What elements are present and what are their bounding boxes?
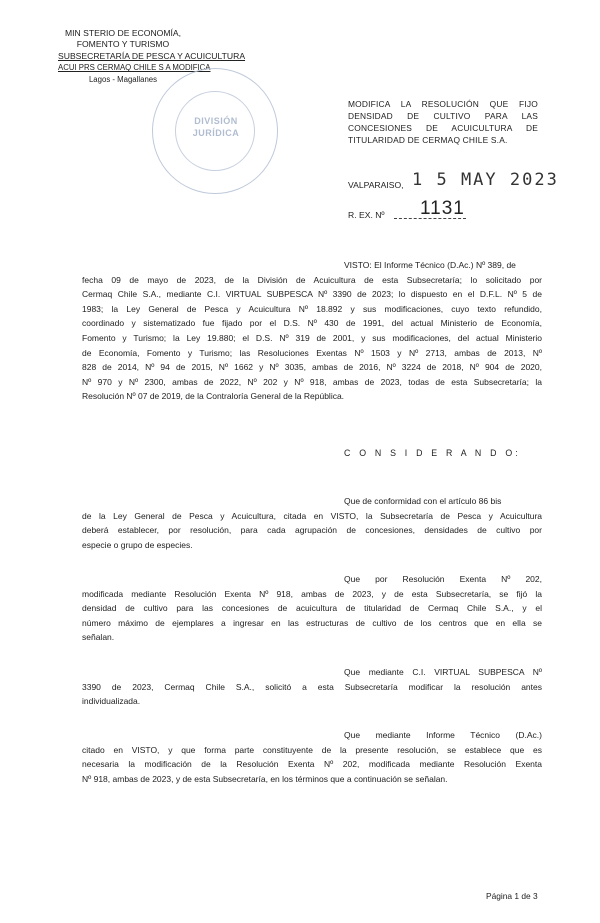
visto-line: 1983; la Ley General de Pesca y Acuicultura Nº 18.892 y sus modificaciones, cuyo texto refundido,	[82, 303, 542, 314]
page-number: Página 1 de 3	[486, 891, 538, 901]
considerando-paragraph-3	[82, 665, 542, 709]
date-stamp: 1 5 MAY 2023	[412, 170, 559, 190]
considerando-paragraph-1	[82, 494, 542, 552]
letterhead-ministry-2: FOMENTO Y TURISMO	[76, 39, 170, 50]
paragraph-line: señalan.	[82, 632, 115, 643]
subject-line: MODIFICA LA RESOLUCIÓN QUE FIJO	[348, 99, 538, 109]
visto-line: Resolución Nº 07 de 2019, de la Contraloría General de la República.	[82, 391, 345, 402]
letterhead-subsecretaria: SUBSECRETARÍA DE PESCA Y ACUICULTURA	[58, 50, 246, 61]
paragraph-line: 3390 de 2023, Cermaq Chile S.A., solicitó a esta Subsecretaría modificar la resolución antes	[82, 681, 542, 692]
paragraph-line: Nº 918, ambas de 2023, y de esta Subsecretaría, en los términos que a continuación se señalan.	[82, 773, 448, 784]
subject-line: CONCESIONES DE ACUICULTURA DE	[348, 123, 538, 133]
paragraph-line: Que por Resolución Exenta Nº 202,	[344, 574, 542, 584]
visto-line: 828 de 2014, Nº 94 de 2015, Nº 1662 y Nº 3035, ambas de 2016, Nº 3224 de 2018, Nº 904 de 2020,	[82, 362, 542, 373]
considerando-paragraph-2	[82, 572, 542, 645]
letterhead	[58, 28, 246, 85]
stamp-text-1: DIVISIÓN	[194, 116, 238, 126]
paragraph-line: Que mediante Informe Técnico (D.Ac.)	[344, 730, 542, 740]
paragraph-line: individualizada.	[82, 696, 141, 707]
place-label: VALPARAISO,	[348, 180, 404, 190]
visto-line: VISTO: El Informe Técnico (D.Ac.) Nº 389, de	[344, 260, 516, 270]
subject-line: TITULARIDAD DE CERMAQ CHILE S.A.	[348, 135, 508, 145]
visto-paragraph	[82, 258, 542, 404]
paragraph-line: Que mediante C.I. VIRTUAL SUBPESCA Nº	[344, 667, 542, 677]
letterhead-ministry: MIN STERIO DE ECONOMÍA,	[64, 28, 182, 38]
letterhead-region: Lagos - Magallanes	[88, 74, 158, 84]
paragraph-line: citado en VISTO, y que forma parte constituyente de la presente resolución, se establece que es	[82, 744, 542, 755]
resolution-subject	[348, 98, 538, 146]
visto-line: Fomento y Turismo; la Ley 19.880; el D.S. Nº 319 de 2001, y sus modificaciones, del actual Ministerio	[82, 332, 542, 343]
visto-line: Nº 970 y Nº 2300, ambas de 2022, Nº 202 y Nº 918, ambas de 2023, todas de esta Subsecretaría; la	[82, 376, 542, 387]
division-juridica-stamp	[152, 68, 278, 194]
rex-number: 1131	[420, 198, 465, 219]
considerando-title: C O N S I D E R A N D O:	[344, 448, 522, 458]
paragraph-line: de la Ley General de Pesca y Acuicultura, citada en VISTO, la Subsecretaría de Pesca y Acuicultura	[82, 510, 542, 521]
paragraph-line: número máximo de ejemplares a ingresar en las estructuras de cultivo de los centros que en ella se	[82, 617, 542, 628]
visto-line: de Economía, Fomento y Turismo; las Resoluciones Exentas Nº 1503 y Nº 2713, ambas de 2013, Nº	[82, 347, 542, 358]
subject-line: DENSIDAD DE CULTIVO PARA LAS	[348, 111, 538, 121]
visto-line: Cermaq Chile S.A., mediante C.I. VIRTUAL SUBPESCA Nº 3390 de 2023; lo dispuesto en el D.F.L. Nº 5 de	[82, 289, 542, 300]
visto-line: fecha 09 de mayo de 2023, de la División de Acuicultura de esta Subsecretaría; lo solicitado por	[82, 274, 542, 285]
paragraph-line: necesaria la modificación de la Resolución Exenta Nº 202, modificada mediante Resolución Exenta	[82, 759, 542, 770]
paragraph-line: Que de conformidad con el artículo 86 bis	[344, 496, 502, 506]
visto-line: coordinado y sistematizado fue fijado por el D.S. Nº 430 de 1991, del actual Ministerio de Economía,	[82, 318, 542, 329]
paragraph-line: deberá establecer, por resolución, para cada agrupación de concesiones, densidades de cultivo por	[82, 525, 542, 536]
considerando-paragraph-4	[82, 728, 542, 786]
paragraph-line: densidad de cultivo para las concesiones de acuicultura de titularidad de Cermaq Chile S.A., y el	[82, 603, 542, 614]
stamp-text-2: JURÍDICA	[192, 128, 240, 138]
paragraph-line: modificada mediante Resolución Exenta Nº 918, ambas de 2023, y de esta Subsecretaría, se fijó la	[82, 588, 542, 599]
letterhead-reference: ACUI PRS CERMAQ CHILE S A MODIFICA	[58, 63, 211, 73]
paragraph-line: especie o grupo de especies.	[82, 539, 193, 550]
rex-label: R. EX. Nº	[348, 210, 385, 220]
